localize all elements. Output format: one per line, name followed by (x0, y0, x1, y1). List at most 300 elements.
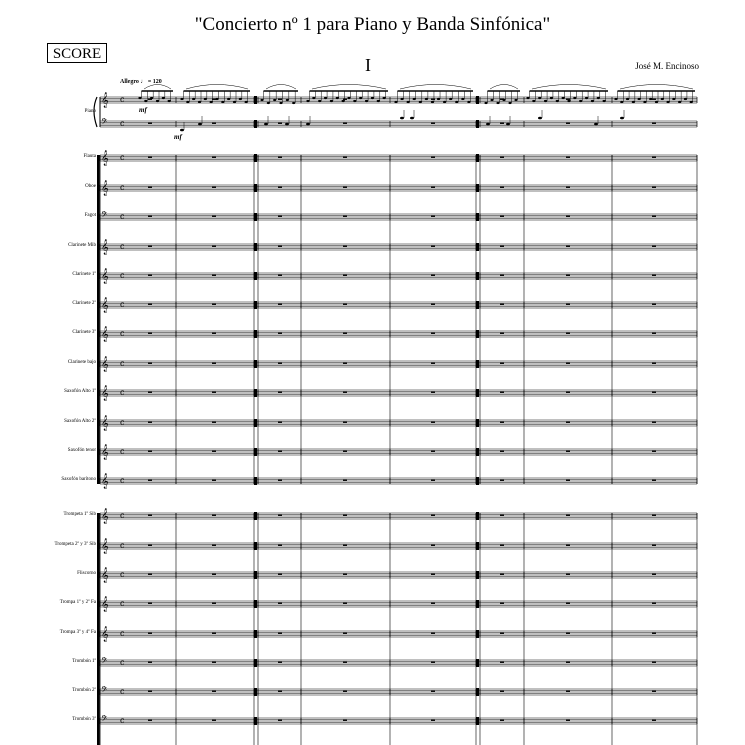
note-head (579, 100, 582, 102)
whole-rest (278, 662, 282, 663)
whole-rest (278, 123, 282, 124)
section-bracket (97, 513, 100, 745)
note-head (400, 98, 403, 100)
whole-rest (566, 333, 570, 334)
whole-rest (431, 603, 435, 604)
whole-rest (278, 333, 282, 334)
note-head (336, 97, 339, 99)
note-head (431, 101, 434, 103)
note-head (210, 101, 213, 103)
instrument-name: Flauta (83, 154, 96, 159)
note-head (180, 129, 184, 132)
note-head (365, 100, 368, 102)
note-head (455, 101, 458, 103)
note-head (620, 101, 623, 103)
double-barline (254, 688, 257, 696)
note-head (186, 101, 189, 103)
note-head (377, 100, 380, 102)
whole-rest (343, 574, 347, 575)
double-barline (476, 389, 479, 397)
whole-rest (431, 451, 435, 452)
note-head (514, 99, 517, 101)
whole-rest (566, 603, 570, 604)
score-label-box: SCORE (47, 43, 107, 63)
double-barline (476, 542, 479, 550)
whole-rest (652, 187, 656, 188)
note-head (292, 102, 295, 104)
double-barline (254, 243, 257, 251)
note-head (506, 123, 510, 126)
note-head (490, 99, 493, 101)
phrase-slur (266, 85, 296, 90)
note-head (394, 101, 397, 103)
note-head (198, 123, 202, 126)
whole-rest (148, 574, 152, 575)
time-signature: c (120, 153, 125, 162)
note-head (526, 97, 529, 99)
time-signature: c (120, 658, 125, 667)
note-head (162, 97, 165, 99)
note-head (562, 97, 565, 99)
whole-rest (431, 304, 435, 305)
whole-rest (500, 246, 504, 247)
instrument-name: Trombón 2º (72, 688, 96, 693)
whole-rest (431, 216, 435, 217)
treble-clef-icon: 𝄞 (101, 416, 109, 431)
whole-rest (500, 603, 504, 604)
note-head (192, 98, 195, 100)
note-head (597, 97, 600, 99)
whole-rest (212, 603, 216, 604)
note-head (532, 100, 535, 102)
note-head (538, 117, 542, 120)
note-head (632, 101, 635, 103)
whole-rest (500, 451, 504, 452)
whole-rest (212, 216, 216, 217)
double-barline (476, 184, 479, 192)
whole-rest (212, 662, 216, 663)
instrument-name: Saxofón tenor (67, 448, 96, 453)
double-barline (254, 717, 257, 725)
whole-rest (148, 363, 152, 364)
note-head (684, 98, 687, 100)
whole-rest (148, 633, 152, 634)
double-barline (254, 213, 257, 221)
whole-rest (278, 246, 282, 247)
phrase-slur (312, 85, 386, 90)
whole-rest (343, 603, 347, 604)
whole-rest (278, 187, 282, 188)
whole-rest (431, 246, 435, 247)
dynamic-mf-right-hand: mf (139, 106, 147, 114)
note-head (383, 97, 386, 99)
whole-rest (500, 633, 504, 634)
whole-rest (500, 574, 504, 575)
note-head (324, 97, 327, 99)
note-head (496, 102, 499, 104)
whole-rest (566, 422, 570, 423)
whole-rest (500, 662, 504, 663)
whole-rest (566, 123, 570, 124)
note-head (245, 101, 248, 103)
time-signature: c (120, 359, 125, 368)
note-head (550, 97, 553, 99)
note-head (227, 98, 230, 100)
whole-rest (652, 603, 656, 604)
whole-rest (212, 691, 216, 692)
double-barline (476, 243, 479, 251)
whole-rest (343, 216, 347, 217)
note-head (144, 100, 147, 102)
note-head (318, 100, 321, 102)
whole-rest (431, 422, 435, 423)
whole-rest (343, 304, 347, 305)
whole-rest (500, 422, 504, 423)
whole-rest (278, 720, 282, 721)
double-barline (254, 96, 257, 104)
whole-rest (431, 633, 435, 634)
time-signature: c (120, 212, 125, 221)
treble-clef-icon: 𝄞 (101, 327, 109, 342)
time-signature: c (120, 388, 125, 397)
whole-rest (652, 246, 656, 247)
double-barline (476, 717, 479, 725)
double-barline (254, 630, 257, 638)
whole-rest (566, 216, 570, 217)
double-barline (476, 419, 479, 427)
whole-rest (278, 574, 282, 575)
whole-rest (500, 187, 504, 188)
whole-rest (148, 662, 152, 663)
bass-clef-icon: 𝄢 (101, 211, 108, 222)
double-barline (254, 184, 257, 192)
whole-rest (148, 216, 152, 217)
whole-rest (500, 392, 504, 393)
whole-rest (652, 157, 656, 158)
note-head (306, 123, 310, 126)
whole-rest (343, 246, 347, 247)
whole-rest (212, 246, 216, 247)
whole-rest (652, 545, 656, 546)
whole-rest (343, 99, 347, 100)
whole-rest (278, 157, 282, 158)
whole-rest (652, 333, 656, 334)
whole-rest (278, 275, 282, 276)
whole-rest (652, 304, 656, 305)
double-barline (254, 120, 257, 128)
whole-rest (566, 246, 570, 247)
whole-rest (278, 422, 282, 423)
whole-rest (431, 392, 435, 393)
tempo-marking: Allegro ♩ = 120 (120, 79, 162, 85)
note-head (221, 101, 224, 103)
bass-clef-icon: 𝄢 (101, 118, 108, 129)
note-head (467, 101, 470, 103)
whole-rest (148, 480, 152, 481)
whole-rest (148, 304, 152, 305)
note-head (544, 100, 547, 102)
whole-rest (500, 216, 504, 217)
double-barline (476, 477, 479, 485)
note-head (264, 123, 268, 126)
whole-rest (148, 123, 152, 124)
whole-rest (431, 662, 435, 663)
whole-rest (500, 720, 504, 721)
note-head (400, 117, 404, 120)
whole-rest (212, 451, 216, 452)
time-signature: c (120, 687, 125, 696)
bass-clef-icon: 𝄢 (101, 686, 108, 697)
whole-rest (566, 187, 570, 188)
whole-rest (148, 545, 152, 546)
note-head (573, 97, 576, 99)
treble-clef-icon: 𝄞 (101, 445, 109, 460)
note-head (407, 101, 410, 103)
whole-rest (652, 662, 656, 663)
whole-rest (652, 515, 656, 516)
note-head (138, 97, 141, 99)
note-head (156, 100, 159, 102)
time-signature: c (120, 183, 125, 192)
note-head (347, 97, 350, 99)
note-head (567, 100, 570, 102)
whole-rest (500, 333, 504, 334)
instrument-name: Trompeta 2º y 3º Sib (54, 542, 96, 547)
double-barline (254, 301, 257, 309)
time-signature: c (120, 599, 125, 608)
note-head (204, 98, 207, 100)
whole-rest (431, 157, 435, 158)
whole-rest (652, 451, 656, 452)
instrument-name: Clarinete bajo (67, 360, 96, 365)
whole-rest (431, 333, 435, 334)
double-barline (476, 630, 479, 638)
whole-rest (148, 691, 152, 692)
whole-rest (500, 123, 504, 124)
instrument-name: Fagot (84, 213, 96, 218)
whole-rest (343, 662, 347, 663)
time-signature: c (120, 629, 125, 638)
note-head (626, 98, 629, 100)
double-barline (476, 301, 479, 309)
whole-rest (343, 422, 347, 423)
double-barline (254, 448, 257, 456)
instrument-name: Trombón 1º (72, 659, 96, 664)
note-head (215, 98, 218, 100)
note-head (649, 98, 652, 100)
whole-rest (343, 720, 347, 721)
instrument-name: Clarinete 3º (72, 330, 96, 335)
whole-rest (566, 451, 570, 452)
instrument-name: Saxofón Alto 1º (64, 389, 96, 394)
phrase-slur (186, 85, 248, 90)
whole-rest (148, 275, 152, 276)
whole-rest (343, 691, 347, 692)
treble-clef-icon: 𝄞 (101, 357, 109, 372)
whole-rest (148, 392, 152, 393)
note-head (273, 99, 276, 101)
whole-rest (652, 691, 656, 692)
treble-clef-icon: 𝄞 (101, 93, 109, 108)
instrument-name: Fliscorno (77, 571, 96, 576)
whole-rest (212, 333, 216, 334)
double-barline (254, 419, 257, 427)
whole-rest (278, 545, 282, 546)
whole-rest (431, 515, 435, 516)
whole-rest (500, 157, 504, 158)
treble-clef-icon: 𝄞 (101, 568, 109, 583)
double-barline (254, 330, 257, 338)
whole-rest (278, 633, 282, 634)
treble-clef-icon: 𝄞 (101, 539, 109, 554)
note-head (306, 100, 309, 102)
whole-rest (278, 363, 282, 364)
score-title: "Concierto nº 1 para Piano y Banda Sinfónica" (194, 14, 551, 35)
treble-clef-icon: 𝄞 (101, 509, 109, 524)
whole-rest (500, 304, 504, 305)
note-head (678, 101, 681, 103)
whole-rest (652, 422, 656, 423)
double-barline (254, 542, 257, 550)
phrase-slur (532, 85, 606, 90)
whole-rest (343, 633, 347, 634)
note-head (655, 101, 658, 103)
whole-rest (343, 275, 347, 276)
phrase-slur (144, 85, 171, 90)
whole-rest (431, 574, 435, 575)
double-barline (254, 389, 257, 397)
note-head (502, 99, 505, 101)
time-signature: c (120, 300, 125, 309)
whole-rest (500, 480, 504, 481)
whole-rest (566, 574, 570, 575)
note-head (449, 98, 452, 100)
whole-rest (566, 99, 570, 100)
double-barline (476, 688, 479, 696)
whole-rest (566, 545, 570, 546)
instrument-name: Trompa 3º y 4º Fa (59, 630, 96, 635)
whole-rest (566, 691, 570, 692)
note-head (180, 98, 183, 100)
instrument-name: Clarinete 1º (72, 272, 96, 277)
whole-rest (278, 480, 282, 481)
whole-rest (148, 515, 152, 516)
whole-rest (566, 515, 570, 516)
phrase-slur (400, 85, 471, 90)
double-barline (254, 154, 257, 162)
composer-name: José M. Encinoso (635, 61, 699, 71)
time-signature: c (120, 716, 125, 725)
whole-rest (652, 363, 656, 364)
bass-clef-icon: 𝄢 (101, 715, 108, 726)
double-barline (254, 360, 257, 368)
whole-rest (212, 545, 216, 546)
whole-rest (343, 363, 347, 364)
whole-rest (431, 480, 435, 481)
note-head (279, 102, 282, 104)
whole-rest (278, 304, 282, 305)
time-signature: c (120, 95, 125, 104)
whole-rest (212, 187, 216, 188)
double-barline (476, 154, 479, 162)
whole-rest (278, 515, 282, 516)
treble-clef-icon: 𝄞 (101, 627, 109, 642)
whole-rest (343, 515, 347, 516)
whole-rest (212, 123, 216, 124)
whole-rest (343, 451, 347, 452)
note-head (594, 123, 598, 126)
time-signature: c (120, 570, 125, 579)
whole-rest (566, 304, 570, 305)
double-barline (476, 360, 479, 368)
double-barline (254, 659, 257, 667)
whole-rest (278, 603, 282, 604)
time-signature: c (120, 476, 125, 485)
whole-rest (278, 216, 282, 217)
whole-rest (343, 187, 347, 188)
whole-rest (652, 480, 656, 481)
whole-rest (431, 187, 435, 188)
note-head (643, 101, 646, 103)
note-head (260, 99, 263, 101)
double-barline (476, 96, 479, 104)
note-head (461, 98, 464, 100)
time-signature: c (120, 541, 125, 550)
note-head (413, 98, 416, 100)
whole-rest (343, 392, 347, 393)
treble-clef-icon: 𝄞 (101, 386, 109, 401)
whole-rest (500, 545, 504, 546)
time-signature: c (120, 119, 125, 128)
whole-rest (148, 422, 152, 423)
whole-rest (566, 157, 570, 158)
whole-rest (652, 633, 656, 634)
double-barline (254, 600, 257, 608)
note-head (425, 98, 428, 100)
instrument-name: Clarinete 2º (72, 301, 96, 306)
double-barline (254, 477, 257, 485)
instrument-name-piano: Piano (84, 109, 96, 114)
note-head (585, 97, 588, 99)
whole-rest (278, 99, 282, 100)
instrument-name: Trompeta 1º Sib (63, 512, 96, 517)
double-barline (476, 120, 479, 128)
whole-rest (212, 157, 216, 158)
note-head (620, 117, 624, 120)
note-head (312, 97, 315, 99)
whole-rest (343, 157, 347, 158)
note-head (603, 100, 606, 102)
whole-rest (652, 574, 656, 575)
note-head (359, 97, 362, 99)
whole-rest (343, 480, 347, 481)
whole-rest (566, 633, 570, 634)
whole-rest (431, 123, 435, 124)
time-signature: c (120, 511, 125, 520)
whole-rest (212, 304, 216, 305)
note-head (150, 97, 153, 99)
whole-rest (343, 333, 347, 334)
whole-rest (566, 275, 570, 276)
phrase-slur (490, 85, 518, 90)
instrument-name: Saxofón barítono (61, 477, 96, 482)
note-head (591, 100, 594, 102)
whole-rest (500, 275, 504, 276)
note-head (239, 98, 242, 100)
bass-clef-icon: 𝄢 (101, 657, 108, 668)
note-head (443, 101, 446, 103)
double-barline (254, 571, 257, 579)
